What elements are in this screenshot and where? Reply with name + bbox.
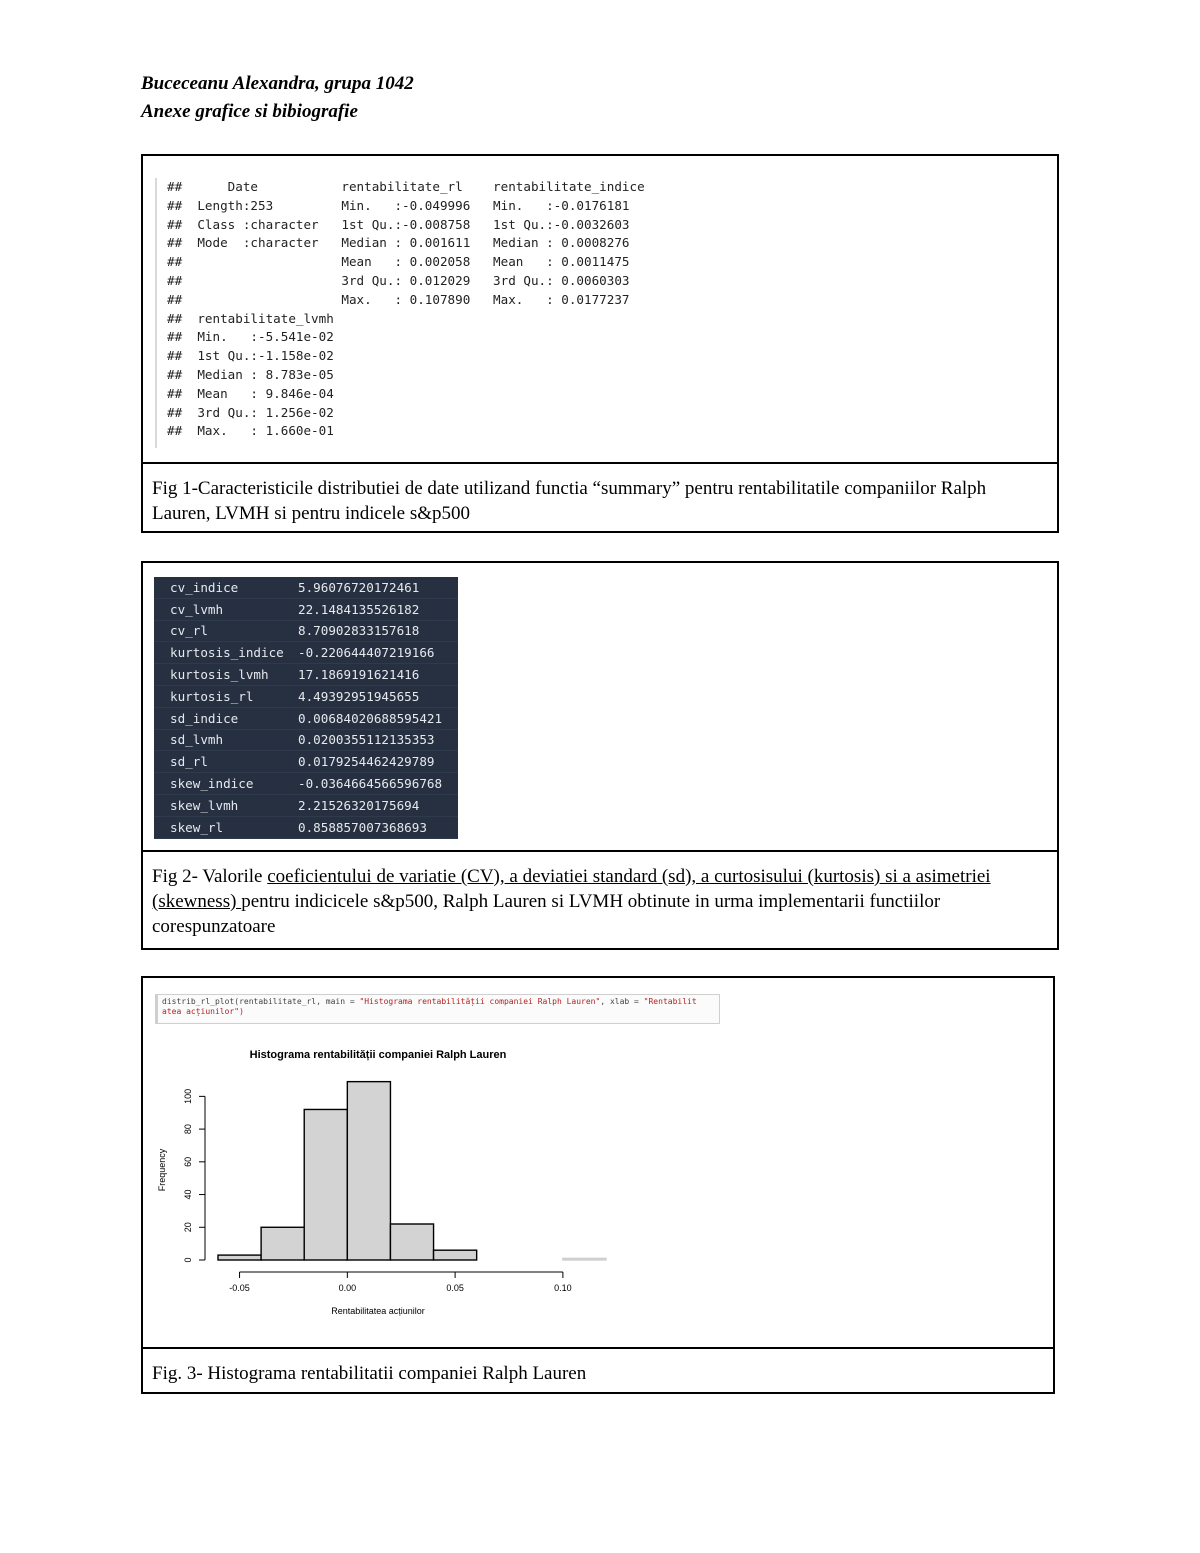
table-row: [154, 577, 458, 598]
stat-value: 2.21526320175694: [298, 794, 458, 816]
statistics-table: [154, 577, 458, 839]
figure-3-image: [143, 978, 1053, 1349]
figure-2-image: [143, 563, 1057, 852]
table-row: [154, 729, 458, 751]
table-row: [154, 620, 458, 642]
code-call: distrib_rl_plot(rentabilitate_rl, main =: [162, 997, 360, 1006]
stat-key: sd_rl: [154, 751, 298, 773]
stat-key: skew_lvmh: [154, 794, 298, 816]
stat-key: kurtosis_indice: [154, 642, 298, 664]
y-tick-label: 20: [183, 1222, 193, 1233]
code-line-2: atea acțiunilor"): [162, 1007, 244, 1016]
figure-3-caption: Fig. 3- Histograma rentabilitatii companiei Ralph Lauren: [152, 1363, 587, 1384]
figure-1-caption: Fig 1-Caracteristicile distributiei de date utilizand functia “summary” pentru rentabilitatile companiilor Ralph Lauren, LVMH si pentru indicele s&p500: [152, 478, 987, 524]
stat-value: 22.1484135526182: [298, 598, 458, 620]
stat-key: cv_rl: [154, 620, 298, 642]
y-tick-label: 100: [183, 1088, 193, 1104]
figure-2-caption: [143, 852, 1057, 949]
table-row: [154, 751, 458, 773]
stat-value: 0.858857007368693: [298, 816, 458, 838]
histogram-bar: [304, 1109, 347, 1260]
histogram-chart: [143, 1040, 643, 1340]
stat-key: kurtosis_rl: [154, 685, 298, 707]
stat-value: 0.00684020688595421: [298, 707, 458, 729]
console-line: ## 1st Qu.:-1.158e-02: [167, 348, 334, 364]
histogram-bar: [434, 1250, 477, 1260]
r-code-snippet: [155, 994, 720, 1024]
stat-key: skew_rl: [154, 816, 298, 838]
figure-2-caption-underlined: coeficientului de variatie (CV), a deviatiei standard (sd), a curtosisului (kurtosis) si a asimetriei (skewness): [152, 866, 991, 912]
stat-key: cv_lvmh: [154, 598, 298, 620]
table-row: [154, 685, 458, 707]
x-tick-label: 0.10: [554, 1283, 572, 1293]
histogram-bar: [347, 1082, 390, 1260]
stat-value: 8.70902833157618: [298, 620, 458, 642]
histogram-bar: [390, 1224, 433, 1260]
table-row: [154, 598, 458, 620]
stat-value: -0.0364664566596768: [298, 773, 458, 795]
figure-3: [141, 976, 1055, 1394]
document-header: [141, 70, 414, 126]
console-line: ## 3rd Qu.: 1.256e-02: [167, 404, 334, 420]
histogram-bar: [261, 1227, 304, 1260]
table-row: [154, 794, 458, 816]
stat-value: 5.96076720172461: [298, 577, 458, 598]
console-line: ## Min. :-5.541e-02: [167, 329, 334, 345]
figure-2-caption-suffix: pentru indicicele s&p500, Ralph Lauren si LVMH obtinute in urma implementarii functiilor corespunzatoare: [152, 891, 941, 937]
histogram-bar: [218, 1255, 261, 1260]
r-summary-console-output: [155, 178, 645, 448]
stat-key: skew_indice: [154, 773, 298, 795]
console-line: ## 3rd Qu.: 0.012029 3rd Qu.: 0.0060303: [167, 272, 630, 288]
stat-key: kurtosis_lvmh: [154, 664, 298, 686]
stat-value: 0.0179254462429789: [298, 751, 458, 773]
console-line: ## Class :character 1st Qu.:-0.008758 1st Qu.:-0.0032603: [167, 216, 630, 232]
stat-value: 0.0200355112135353: [298, 729, 458, 751]
stat-value: 17.1869191621416: [298, 664, 458, 686]
x-tick-label: 0.00: [338, 1283, 357, 1293]
x-axis-label: Rentabilitatea acțiunilor: [331, 1306, 425, 1316]
stat-value: 4.49392951945655: [298, 685, 458, 707]
console-line: ## rentabilitate_lvmh: [167, 310, 334, 326]
figure-1-image: [143, 156, 1057, 464]
y-axis-label: Frequency: [157, 1148, 167, 1192]
figure-1: [141, 154, 1059, 533]
chart-title: Histograma rentabilității companiei Ralph Lauren: [249, 1049, 507, 1061]
x-tick-label: -0.05: [229, 1283, 250, 1293]
code-xlab-arg: , xlab =: [600, 997, 644, 1006]
stat-key: cv_indice: [154, 577, 298, 598]
y-tick-label: 80: [183, 1124, 193, 1135]
table-row: [154, 773, 458, 795]
document-subtitle: Anexe grafice si bibiografie: [141, 101, 358, 122]
console-line: ## Median : 8.783e-05: [167, 366, 334, 382]
console-line: ## Max. : 1.660e-01: [167, 423, 334, 439]
table-row: [154, 642, 458, 664]
console-line: ## Date rentabilitate_rl rentabilitate_indice: [167, 179, 645, 194]
stat-key: sd_lvmh: [154, 729, 298, 751]
console-line: ## Mean : 9.846e-04: [167, 385, 334, 401]
figure-2: [141, 561, 1059, 950]
code-main-string: "Histograma rentabilității companiei Ralph Lauren": [359, 997, 601, 1006]
console-line: ## Max. : 0.107890 Max. : 0.0177237: [167, 291, 630, 307]
table-row: [154, 707, 458, 729]
y-tick-label: 60: [183, 1156, 193, 1167]
y-tick-label: 0: [183, 1257, 193, 1263]
figure-2-caption-prefix: Fig 2- Valorile: [152, 866, 268, 887]
x-tick-label: 0.05: [446, 1283, 464, 1293]
author-line: Buceceanu Alexandra, grupa 1042: [141, 73, 414, 94]
console-line: ## Length:253 Min. :-0.049996 Min. :-0.0176181: [167, 197, 630, 213]
y-tick-label: 40: [183, 1189, 193, 1200]
stat-key: sd_indice: [154, 707, 298, 729]
table-row: [154, 816, 458, 838]
stat-value: -0.220644407219166: [298, 642, 458, 664]
histogram-bar: [563, 1258, 606, 1260]
console-line: ## Mean : 0.002058 Mean : 0.0011475: [167, 254, 630, 270]
code-xlab-string: "Rentabilit: [643, 997, 697, 1006]
table-row: [154, 664, 458, 686]
console-line: ## Mode :character Median : 0.001611 Median : 0.0008276: [167, 235, 630, 251]
